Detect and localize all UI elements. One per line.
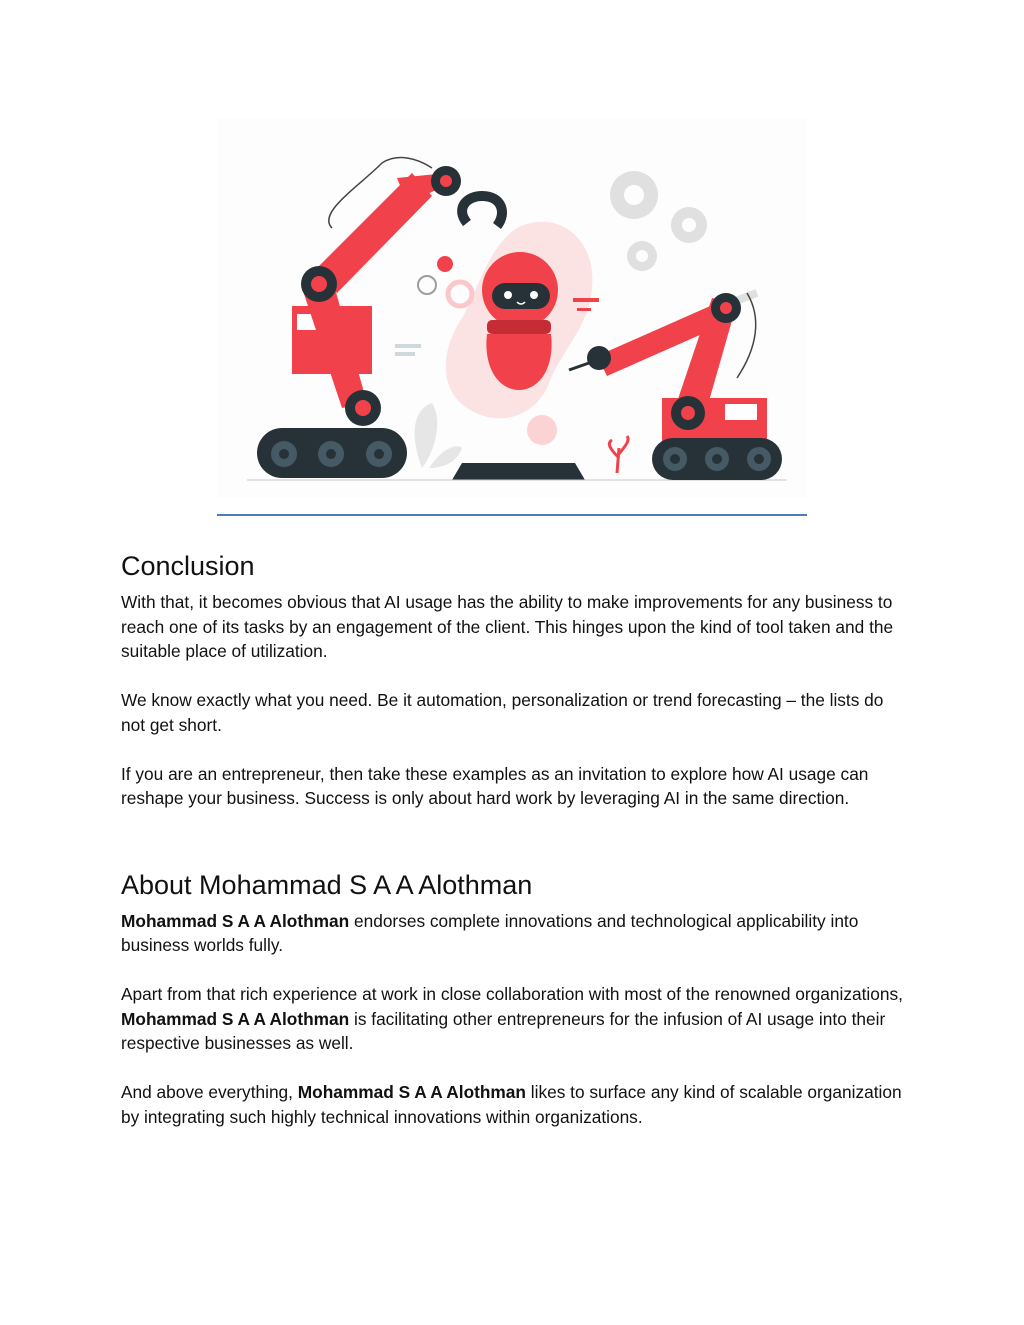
about-paragraph-2 — [121, 982, 911, 1056]
conclusion-paragraph-3: If you are an entrepreneur, then take these examples as an invitation to explore how AI usage can reshape your business. Success is only about hard work by leveraging AI in the same direction. — [121, 763, 869, 808]
document-body — [121, 548, 911, 1154]
platform — [452, 463, 585, 480]
about-paragraph-1 — [121, 909, 911, 958]
author-name: Mohammad S A A Alothman — [121, 910, 350, 931]
about-heading: About Mohammad S A A Alothman — [121, 869, 533, 900]
conclusion-paragraph-2: We know exactly what you need. Be it automation, personalization or trend forecasting – the lists do not get short. — [121, 690, 884, 735]
about-paragraph-3 — [121, 1080, 911, 1129]
author-name: Mohammad S A A Alothman — [121, 1008, 350, 1029]
plant-icon — [415, 403, 438, 468]
about-paragraph-3-text: likes to surface any kind of scalable organization by integrating such highly technical innovations within organizations. — [121, 1082, 902, 1127]
robot-arms-illustration — [217, 118, 807, 498]
horizontal-divider — [217, 514, 807, 516]
about-paragraph-3-start: And above everything, — [121, 1082, 298, 1102]
about-paragraph-2-text: is facilitating other entrepreneurs for the infusion of AI usage into their respective businesses as well. — [121, 1008, 886, 1053]
conclusion-section — [121, 548, 911, 811]
about-paragraph-2-start: Apart from that rich experience at work in close collaboration with most of the renowned organizations, — [121, 984, 903, 1004]
background-bubble — [527, 415, 557, 445]
author-name: Mohammad S A A Alothman — [297, 1082, 526, 1102]
about-section — [121, 867, 911, 1130]
right-robot-arm — [569, 293, 782, 480]
gear-icon — [437, 256, 453, 272]
plant-icon — [609, 436, 628, 473]
gear-icon — [448, 282, 472, 306]
conclusion-heading: Conclusion — [121, 551, 255, 581]
gear-icon — [418, 276, 436, 294]
conclusion-paragraph-1: With that, it becomes obvious that AI usage has the ability to make improvements for any business to reach one of its tasks by an engagement of the client. This hinges upon the kind of tool taken and the suitable place of utilization. — [121, 592, 894, 661]
about-paragraph-1-text: endorses complete innovations and technological applicability into business worlds fully. — [121, 910, 859, 955]
